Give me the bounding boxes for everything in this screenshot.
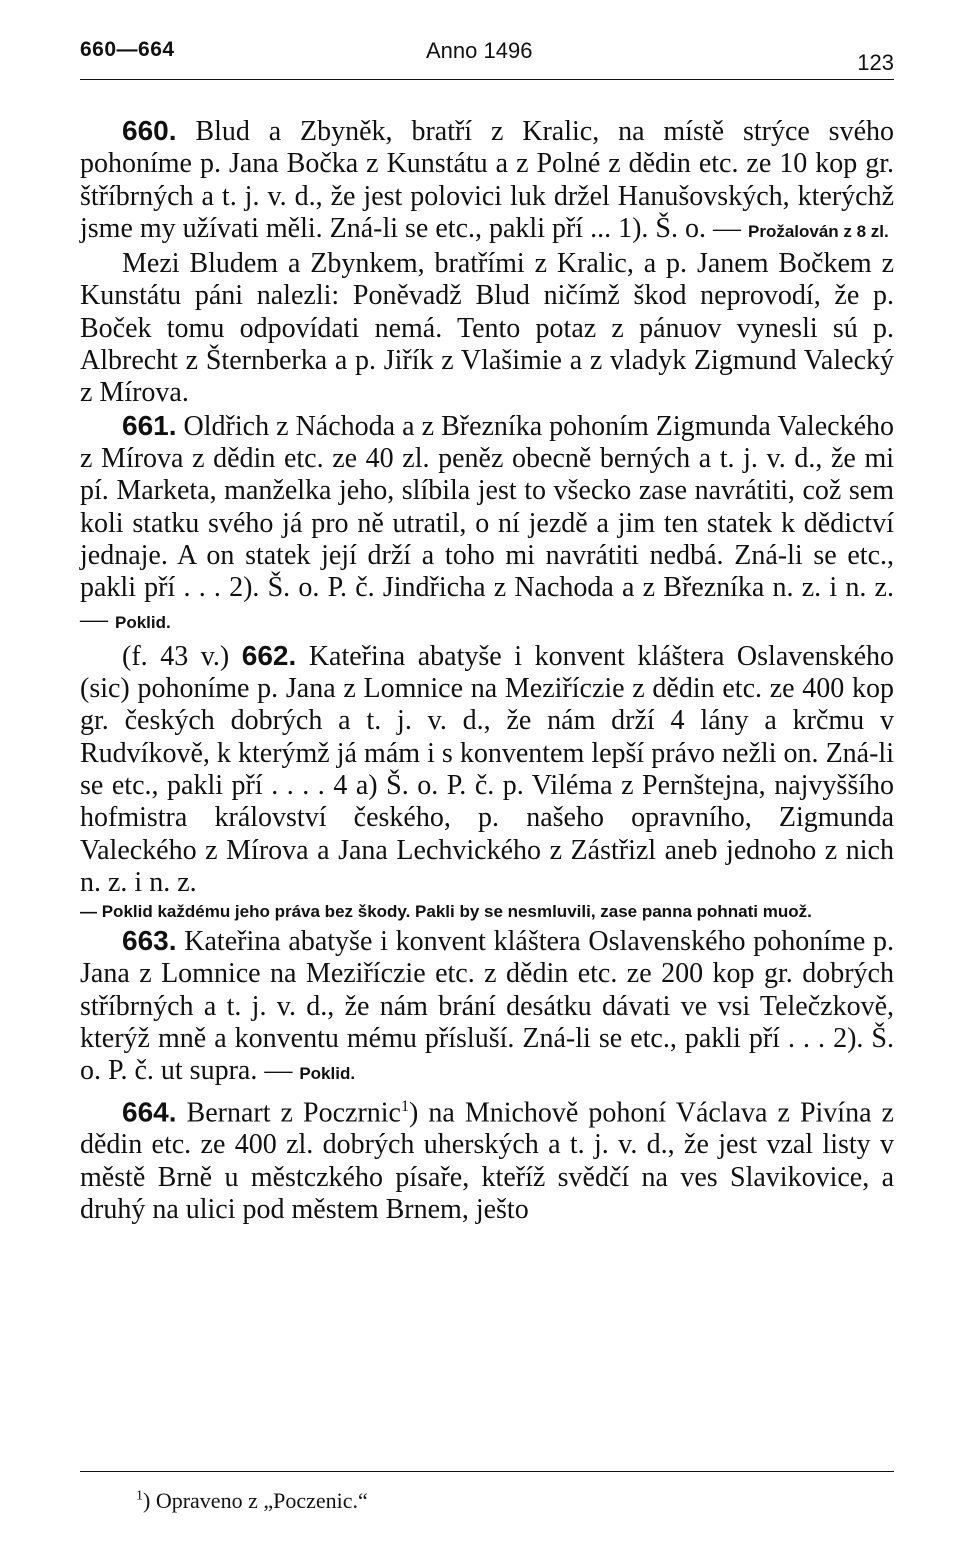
entry-660: [80, 115, 894, 248]
footnote: [136, 1488, 368, 1514]
entry-text: Kateřina abatyše i konvent kláštera Oslavenského pohoníme p. Jana z Lomnice na Meziříczie etc. z dědin etc. ze 200 kop gr. dobrých stříbrných a t. j. v. d., že nám brání desátku dávati ve vsi Telečzkově, kterýž mně a konventu mému přísluší. Zná-li se etc., pakli pří . . . 2). Š. o. P. č. ut supra. —: [80, 926, 894, 1087]
footnote-reference[interactable]: 1: [400, 1097, 409, 1115]
running-header: [80, 38, 894, 75]
footnote-rule: [80, 1471, 894, 1472]
main-text: [80, 115, 894, 1226]
entry-number: 664.: [122, 1095, 177, 1127]
header-rule: [80, 79, 894, 80]
entry-note: Prožalován z 8 zl.: [747, 221, 889, 241]
entry-note: Poklid.: [299, 1064, 356, 1084]
entry-664: [80, 1091, 894, 1227]
entry-text: Kateřina abatyše i konvent kláštera Oslavenského (sic) pohoníme p. Jana z Lomnice na Meziříczie z dědin etc. ze 400 kop gr. českých dobrých a t. j. v. d., že nám drží 4 lány a krčmu v Rudvíkově, k kterýmž já mám i s konventem lepší právo nežli on. Zná-li se etc., pakli pří . . . . 4 a) Š. o. P. č. p. Viléma z Pernštejna, najvyššího hofmistra království českého, p. našeho opravního, Zigmunda Valeckého z Mírova a Jana Lechvického z Zástřizl aneb jednoho z nich n. z. i n. z.: [80, 640, 894, 898]
header-title: Anno 1496: [426, 38, 533, 63]
entry-number: 662.: [241, 639, 297, 671]
entry-range: 660—664: [80, 38, 175, 61]
entry-text: Blud a Zbyněk, bratří z Kralic, na místě strýce svého pohoníme p. Jana Bočka z Kunstátu a z Polné z dědin etc. ze 10 kop gr. štříbrných a t. j. v. d., že jest polovici luk držel Hanušovských, kterýchž jsme my užívati měli. Zná-li se etc., pakli pří ... 1). Š. o. —: [80, 116, 894, 244]
footnote-marker: 1: [136, 1488, 143, 1504]
page-number: 123: [857, 50, 894, 75]
entry-number: 660.: [122, 115, 177, 146]
entry-661: [80, 410, 894, 640]
decision-text: Mezi Bludem a Zbynkem, bratřími z Kralic, a p. Janem Bočkem z Kunstátu páni nalezli: Poněvadž Blud ničímž škod neprovodí, že p. Boček tomu odpovídati nemá. Tento potaz z pánuov vynesli sú p. Albrecht z Šternberka a p. Jiřík z Vlašimie a z vladyk Zigmund Valecký z Mírova.: [80, 248, 894, 409]
footnote-text: ) Opraveno z „Poczenic.“: [143, 1488, 368, 1513]
entry-660-decision: [80, 248, 894, 409]
entry-text-start: Bernart z Poczrnic: [186, 1096, 401, 1128]
entry-number: 661.: [122, 409, 177, 441]
entry-663: [80, 925, 894, 1090]
entry-note: Poklid.: [115, 613, 171, 633]
entry-number: 663.: [122, 925, 177, 957]
folio-reference: (f. 43 v.): [122, 640, 230, 672]
entry-662: [80, 640, 894, 899]
entry-662-note: — Poklid každému jeho práva bez škody. Pakli by se nesmluvili, zase panna pohnati muož.: [80, 902, 812, 922]
book-page: [80, 0, 894, 1553]
entry-text: ) na Mnichově pohoní Václava z Pivína z dědin etc. ze 400 zl. dobrých uherských a t. j. v. d., že jest vzal listy v městě Brně u městczkého písaře, kteříž svědčí na ves Slavikovice, a druhý na ulici pod městem Brnem, ješto: [80, 1096, 894, 1225]
entry-text: Oldřich z Náchoda a z Březníka pohoním Zigmunda Valeckého z Mírova z dědin etc. ze 40 zl. peněz obecně berných a t. j. v. d., že mi pí. Marketa, manželka jeho, slíbila jest to všecko zase navrátiti, což sem koli statku svého já pro ně utratil, o ní jezdě a jim ten statek k dědictví jednaje. A on statek její drží a toho mi navrátiti nedbá. Zná-li se etc., pakli pří . . . 2). Š. o. P. č. Jindřicha z Nachoda a z Březníka n. z. i n. z. —: [80, 410, 894, 636]
